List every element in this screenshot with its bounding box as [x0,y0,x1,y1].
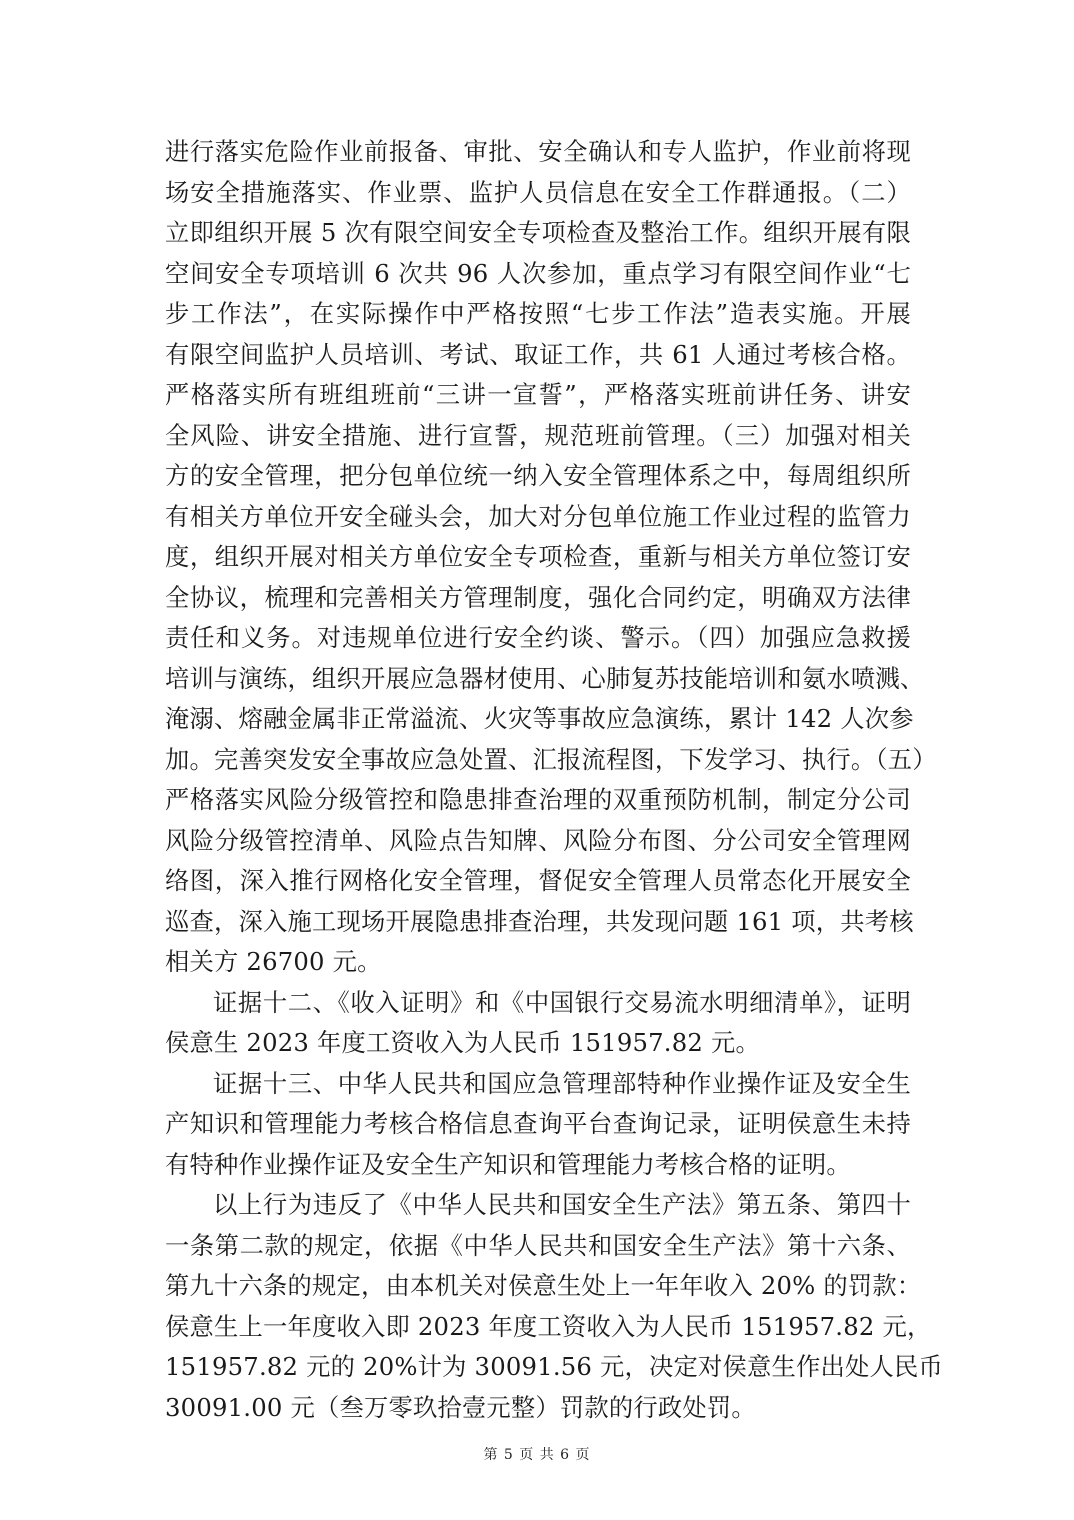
text-line: 步工作法”，在实际操作中严格按照“七步工作法”造表实施。开展 [165,299,911,328]
text-line: 第九十六条的规定，由本机关对侯意生处上一年年收入 20% 的罚款： [165,1271,922,1300]
text-line: 巡查，深入施工现场开展隐患排查治理，共发现问题 161 项，共考核 [165,906,914,936]
text-line: 培训与演练，组织开展应急器材使用、心肺复苏技能培训和氨水喷溅、 [165,663,925,693]
page-number: 第 5 页 共 6 页 [483,1447,591,1463]
evidence-12-line: 证据十二、《收入证明》和《中国银行交易流水明细清单》，证明 [213,987,911,1017]
text-line: 络图，深入推行网格化安全管理，督促安全管理人员常态化开展安全 [165,866,911,895]
text-line: 有限空间监护人员培训、考试、取证工作，共 61 人通过考核合格。 [165,339,911,369]
text-line: 方的安全管理，把分包单位统一纳入安全管理体系之中，每周组织所 [165,461,911,490]
text-line: 全协议，梳理和完善相关方管理制度，强化合同约定，明确双方法律 [165,582,911,612]
text-line: 立即组织开展 5 次有限空间安全专项检查及整治工作。组织开展有限 [165,218,911,247]
text-line: 责任和义务。对违规单位进行安全约谈、警示。（四）加强应急救援 [165,623,911,652]
text-line: 有特种作业操作证及安全生产知识和管理能力考核合格的证明。 [165,1149,851,1179]
text-line: 侯意生 2023 年度工资收入为人民币 151957.82 元。 [165,1028,760,1057]
text-line: 有相关方单位开安全碰头会，加大对分包单位施工作业过程的监管力 [165,501,911,531]
text-line: 151957.82 元的 20%计为 30091.56 元，决定对侯意生作出处人民币 [165,1352,943,1381]
text-line: 侯意生上一年度收入即 2023 年度工资收入为人民币 151957.82 元， [165,1311,932,1341]
text-line: 场安全措施落实、作业票、监护人员信息在安全工作群通报。（二） [165,177,911,207]
text-line: 淹溺、熔融金属非正常溢流、火灾等事故应急演练，累计 142 人次参 [165,704,914,733]
text-line: 加。完善突发安全事故应急处置、汇报流程图，下发学习、执行。（五） [165,744,937,774]
text-line: 一条第二款的规定，依据《中华人民共和国安全生产法》第十六条、 [165,1230,911,1260]
text-line: 严格落实所有班组班前“三讲一宣誓”，严格落实班前讲任务、讲安 [165,380,911,409]
text-line: 风险分级管控清单、风险点告知牌、风险分布图、分公司安全管理网 [165,825,911,855]
text-line: 度，组织开展对相关方单位安全专项检查，重新与相关方单位签订安 [165,542,911,571]
document-body [165,132,943,1428]
text-line: 30091.00 元（叁万零玖拾壹元整）罚款的行政处罚。 [165,1392,756,1422]
text-line: 产知识和管理能力考核合格信息查询平台查询记录，证明侯意生未持 [165,1109,911,1138]
conclusion-line: 以上行为违反了《中华人民共和国安全生产法》第五条、第四十 [213,1190,911,1219]
text-line: 全风险、讲安全措施、进行宣誓，规范班前管理。（三）加强对相关 [165,420,911,450]
text-line: 进行落实危险作业前报备、审批、安全确认和专人监护，作业前将现 [165,137,911,166]
text-line: 空间安全专项培训 6 次共 96 人次参加，重点学习有限空间作业“七 [165,258,911,288]
text-line: 相关方 26700 元。 [165,947,382,976]
evidence-13-line: 证据十三、中华人民共和国应急管理部特种作业操作证及安全生 [213,1068,911,1098]
text-line: 严格落实风险分级管控和隐患排查治理的双重预防机制，制定分公司 [165,785,911,814]
